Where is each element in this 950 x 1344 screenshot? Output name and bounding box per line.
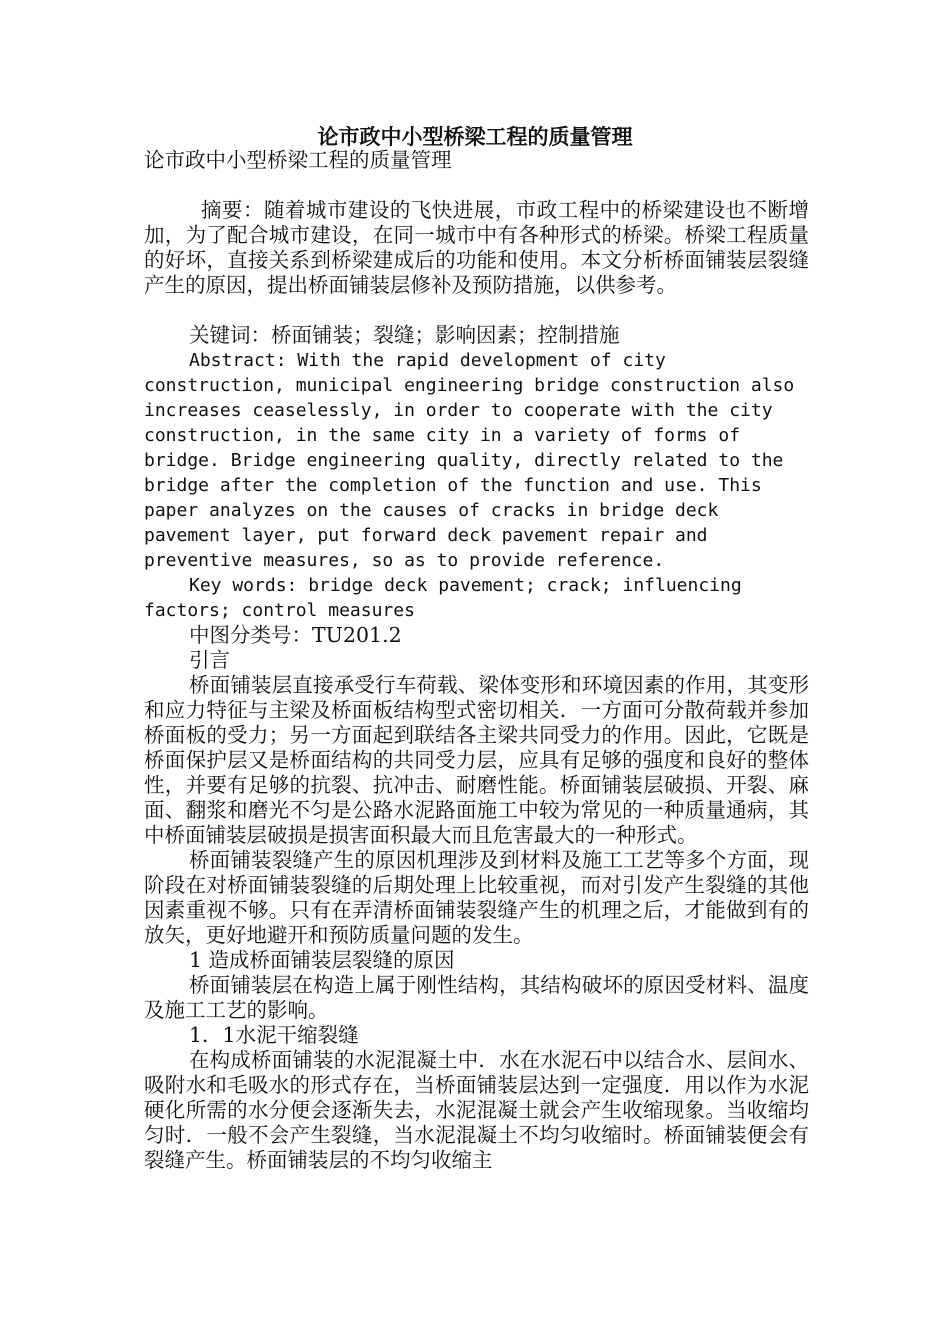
abstract-en: Abstract: With the rapid development of city construction, municipal engineering bridge construction also increases ceaselessly, in order to cooperate with the city construction, in the same city in a variety of forms of bridge. Bridge engineering quality, directly related to the bridge after the completion of the function and use. This paper analyzes on the causes of cracks in bridge deck pavement layer, put forward deck pavement repair and preventive measures, so as to provide reference. (144, 350, 795, 571)
document-title: 论市政中小型桥梁工程的质量管理 (317, 125, 633, 149)
keywords-cn: 关键词：桥面铺装；裂缝；影响因素；控制措施 (189, 323, 620, 347)
spacer (144, 173, 809, 198)
section-1-heading: 1 造成桥面铺装层裂缝的原因 (189, 948, 455, 972)
section-1-1-paragraph: 在构成桥面铺装的水泥混凝土中．水在水泥石中以结合水、层间水、吸附水和毛吸水的形式存在，当桥面铺装层达到一定强度．用以作为水泥硬化所需的水分便会逐渐失去，水泥混凝土就会产生收缩现象。当收缩均匀时．一般不会产生裂缝，当水泥混凝土不均匀收缩时。桥面铺装便会有裂缝产生。桥面铺装层的不均匀收缩主 (144, 1048, 809, 1172)
classification-number: 中图分类号：TU201.2 (189, 623, 402, 647)
document-subtitle: 论市政中小型桥梁工程的质量管理 (144, 148, 452, 172)
section-1-1-heading: 1．1水泥干缩裂缝 (189, 1023, 359, 1047)
document-body (144, 148, 809, 1173)
intro-heading: 引言 (189, 648, 230, 672)
keywords-en: Key words: bridge deck pavement; crack; influencing factors; control measures (144, 575, 742, 621)
spacer (144, 298, 809, 323)
section-1-paragraph: 桥面铺装层在构造上属于刚性结构，其结构破坏的原因受材料、温度及施工工艺的影响。 (144, 973, 809, 1022)
intro-paragraph-1: 桥面铺装层直接承受行车荷载、梁体变形和环境因素的作用，其变形和应力特征与主梁及桥面板结构型式密切相关．一方面可分散荷载并参加桥面板的受力；另一方面起到联结各主梁共同受力的作用。因此，它既是桥面保护层又是桥面结构的共同受力层，应具有足够的强度和良好的整体性，并要有足够的抗裂、抗冲击、耐磨性能。桥面铺装层破损、开裂、麻面、翻浆和磨光不匀是公路水泥路面施工中较为常见的一种质量通病，其中桥面铺装层破损是损害面积最大而且危害最大的一种形式。 (144, 673, 809, 847)
abstract-cn: 摘要：随着城市建设的飞快进展，市政工程中的桥梁建设也不断增加，为了配合城市建设，在同一城市中有各种形式的桥梁。桥梁工程质量的好坏，直接关系到桥梁建成后的功能和使用。本文分析桥面铺装层裂缝产生的原因，提出桥面铺装层修补及预防措施，以供参考。 (144, 198, 809, 297)
intro-paragraph-2: 桥面铺装裂缝产生的原因机理涉及到材料及施工工艺等多个方面，现阶段在对桥面铺装裂缝的后期处理上比较重视，而对引发产生裂缝的其他因素重视不够。只有在弄清桥面铺装裂缝产生的机理之后，才能做到有的放矢，更好地避开和预防质量问题的发生。 (144, 848, 809, 947)
